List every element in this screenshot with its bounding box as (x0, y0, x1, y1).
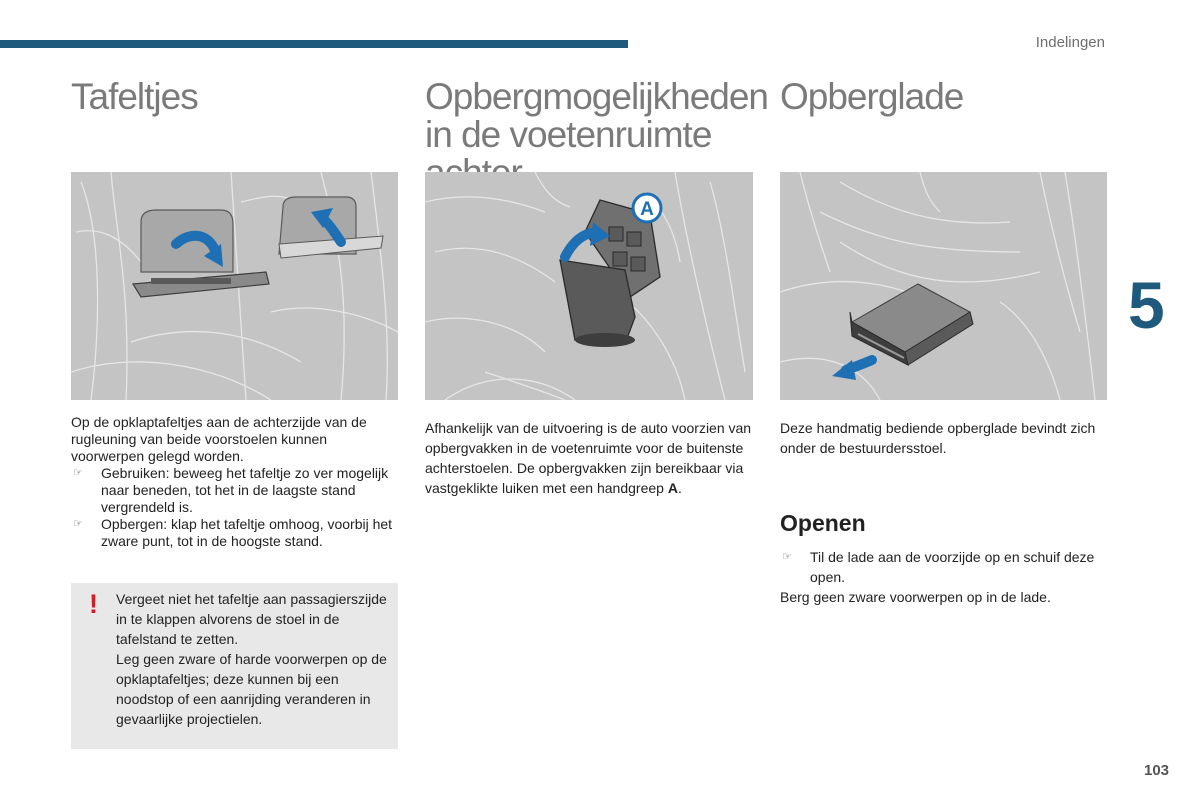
list-item (71, 465, 398, 516)
chapter-number: 5 (1128, 268, 1165, 342)
drawer-note: Berg geen zware voorwerpen op in de lade. (780, 589, 1051, 605)
warning-text (116, 589, 391, 729)
handle-label: A (667, 480, 678, 496)
bullet-text: Gebruiken: beweeg het tafeltje zo ver mogelijk naar beneden, tot het in de laagste stand vergrendeld is. (101, 465, 389, 515)
warning-paragraph: Leg geen zware of harde voorwerpen op de opklaptafeltjes; deze kunnen bij een noodstop of een aanrijding veranderen in gevaarlijke projectielen. (116, 651, 387, 727)
storage-text (425, 418, 753, 498)
column-voetenruimte (425, 76, 769, 498)
heading-voetenruimte: Opbergmogelijkheden in de voetenruimte (425, 76, 769, 155)
exclamation-icon: ! (89, 589, 98, 619)
footwell-storage-illustration (425, 172, 753, 400)
hand-pointer-icon: ☞ (73, 518, 83, 530)
list-item (71, 516, 398, 550)
drawer-text: Deze handmatig bediende opberglade bevindt zich onder de bestuurdersstoel. (780, 420, 1096, 456)
column-opberglade (780, 78, 1107, 607)
warning-paragraph: Vergeet niet het tafeltje aan passagierszijde in te klappen alvorens de stoel in de tafelstand te zetten. (116, 591, 387, 647)
drawer-illustration (780, 172, 1107, 400)
tray-illustration (71, 172, 398, 400)
bullet-text: Til de lade aan de voorzijde op en schuif deze open. (810, 549, 1095, 585)
list-item (780, 547, 1107, 587)
heading-opberglade: Opberglade (780, 76, 964, 117)
bullet-text: Opbergen: klap het tafeltje omhoog, voorbij het zware punt, tot in de hoogste stand. (101, 516, 393, 549)
callout-label-a: A (640, 199, 654, 220)
header-accent-bar (0, 40, 628, 48)
storage-text-end: . (677, 480, 682, 496)
heading-openen: Openen (780, 510, 866, 536)
hand-pointer-icon: ☞ (73, 467, 83, 479)
section-name: Indelingen (1035, 34, 1105, 51)
warning-box (71, 583, 398, 749)
intro-text: Op de opklaptafeltjes aan de achterzijde van de rugleuning van beide voorstoelen kunnen voorwerpen gelegd worden. (71, 414, 367, 464)
heading-tafeltjes: Tafeltjes (71, 76, 198, 117)
storage-text-main: Afhankelijk van de uitvoering is de auto voorzien van opbergvakken in de voetenruimte voor de buitenste achterstoelen. De opbergvakken zijn bereikbaar via vastgeklikte luiken met een handgreep (425, 420, 752, 496)
hand-pointer-icon: ☞ (782, 551, 792, 563)
column-tafeltjes (71, 78, 398, 550)
page-number: 103 (1144, 762, 1170, 779)
